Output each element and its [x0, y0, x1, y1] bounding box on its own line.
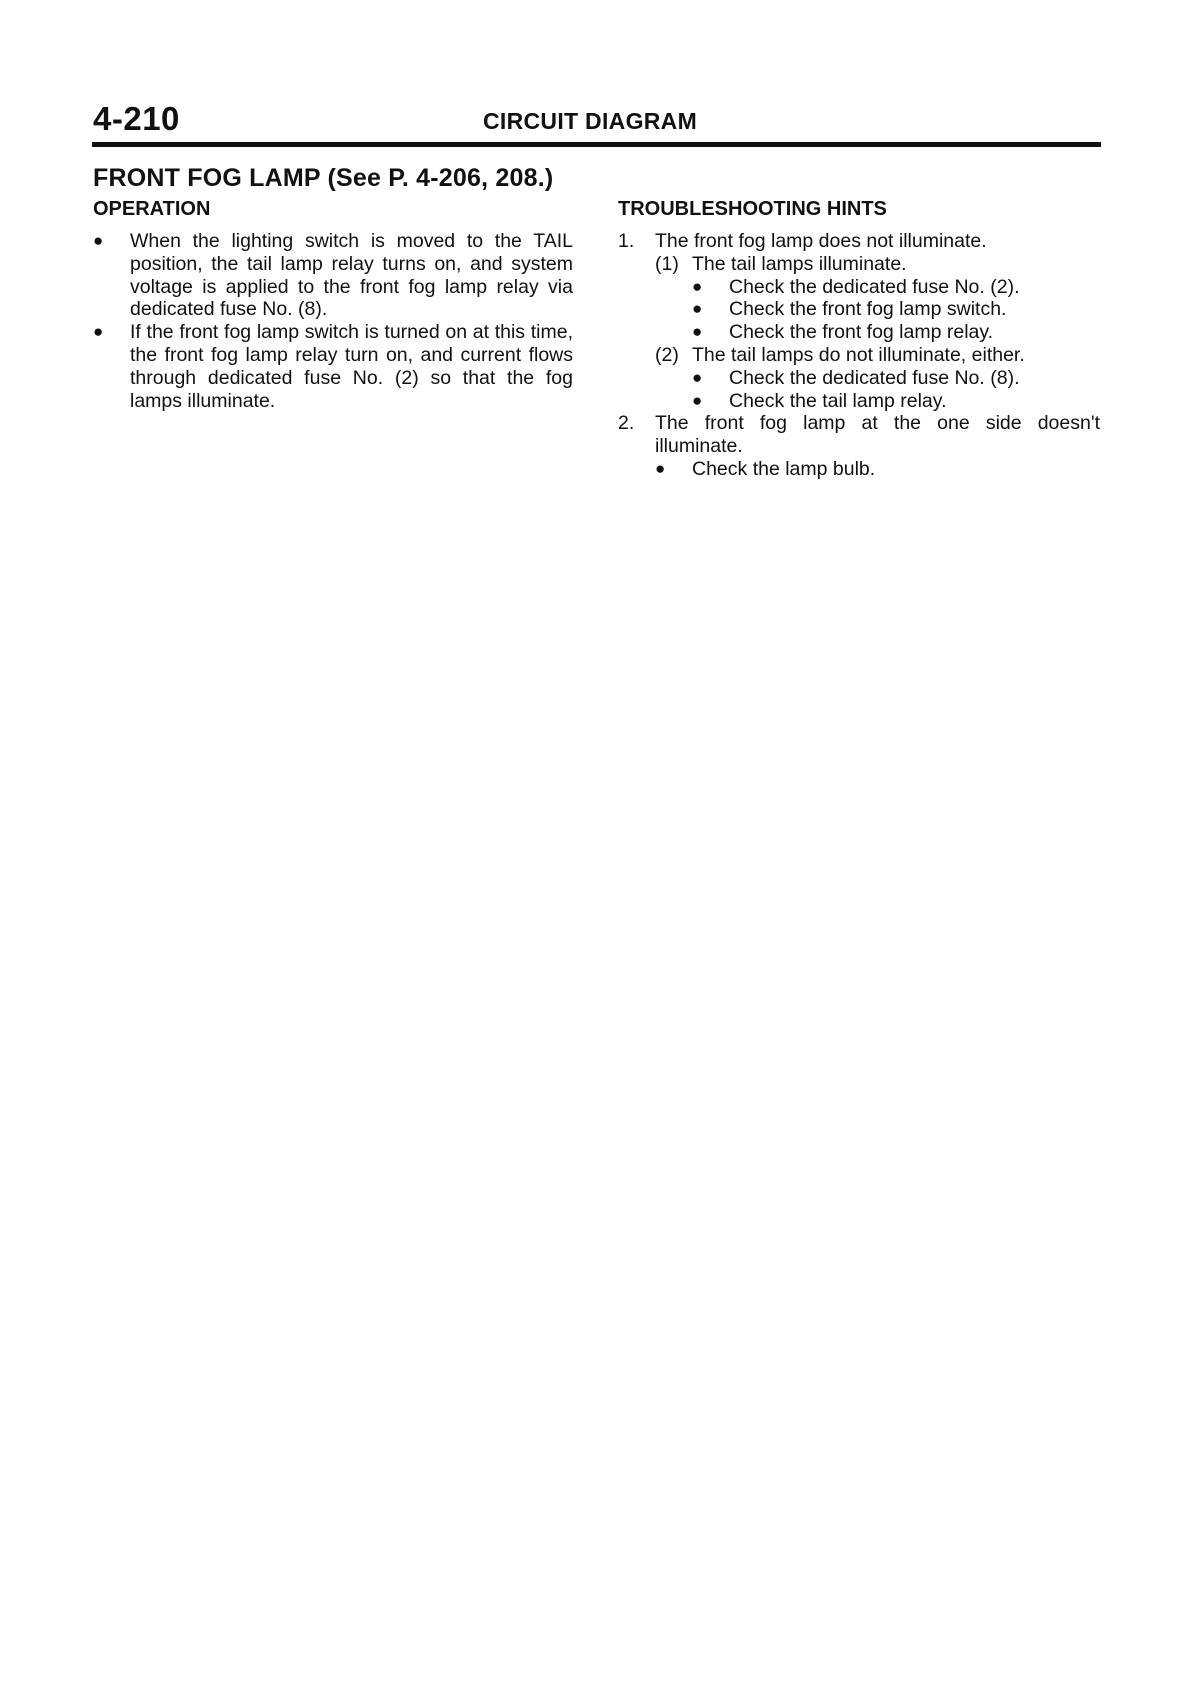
- section-title: FRONT FOG LAMP (See P. 4-206, 208.): [93, 164, 554, 192]
- bullet-icon: ●: [692, 367, 703, 387]
- check-list: [692, 276, 1100, 344]
- sub-condition-number: (2): [655, 343, 679, 366]
- check-text: Check the dedicated fuse No. (8).: [729, 366, 1020, 389]
- check-item: [692, 390, 1100, 413]
- item-number: 2.: [618, 412, 635, 435]
- operation-item-text: If the front fog lamp switch is turned on at this time, the front fog lamp relay turn on, and current flows through dedicated fuse No. (2) so that the fog lamps illuminate.: [130, 321, 573, 412]
- sub-condition-text: The tail lamps do not illuminate, either.: [692, 343, 1025, 366]
- check-item: [692, 367, 1100, 390]
- check-text: Check the front fog lamp relay.: [729, 321, 994, 344]
- check-text: Check the tail lamp relay.: [729, 389, 947, 412]
- check-text: Check the lamp bulb.: [692, 457, 876, 480]
- troubleshooting-item-text: The front fog lamp does not illuminate.: [655, 230, 987, 252]
- bullet-icon: ●: [692, 390, 703, 410]
- item-number: 1.: [618, 230, 635, 252]
- troubleshooting-heading: TROUBLESHOOTING HINTS: [618, 198, 887, 220]
- sub-condition-item: [655, 344, 1100, 412]
- operation-item: [93, 321, 573, 412]
- page-heading: CIRCUIT DIAGRAM: [483, 108, 698, 134]
- check-text: Check the front fog lamp switch.: [729, 298, 1007, 321]
- bullet-icon: ●: [692, 322, 703, 342]
- page-number: 4-210: [93, 100, 180, 137]
- troubleshooting-item: [618, 230, 1100, 412]
- check-item: [692, 298, 1100, 321]
- check-item: [655, 458, 1100, 481]
- sub-condition-list: [655, 253, 1100, 413]
- bullet-icon: ●: [692, 276, 703, 296]
- bullet-icon: ●: [93, 322, 104, 342]
- bullet-icon: ●: [93, 231, 104, 250]
- check-list: [655, 458, 1100, 481]
- sub-condition-text: The tail lamps illuminate.: [692, 252, 907, 275]
- troubleshooting-item-text: The front fog lamp at the one side doesn't illuminate.: [655, 412, 1100, 458]
- operation-list: [93, 230, 573, 412]
- bullet-icon: ●: [655, 458, 666, 478]
- check-item: [692, 276, 1100, 299]
- bullet-icon: ●: [692, 299, 703, 319]
- sub-condition-number: (1): [655, 252, 679, 275]
- operation-item-text: When the lighting switch is moved to the TAIL position, the tail lamp relay turns on, and system voltage is applied to the front fog lamp relay via dedicated fuse No. (8).: [130, 230, 573, 321]
- troubleshooting-list: [618, 230, 1100, 481]
- check-list: [692, 367, 1100, 413]
- check-text: Check the dedicated fuse No. (2).: [729, 275, 1020, 298]
- operation-heading: OPERATION: [93, 198, 211, 220]
- sub-condition-item: [655, 253, 1100, 344]
- operation-item: [93, 230, 573, 321]
- header-rule: [92, 142, 1101, 147]
- troubleshooting-item: [618, 412, 1100, 480]
- check-item: [692, 321, 1100, 344]
